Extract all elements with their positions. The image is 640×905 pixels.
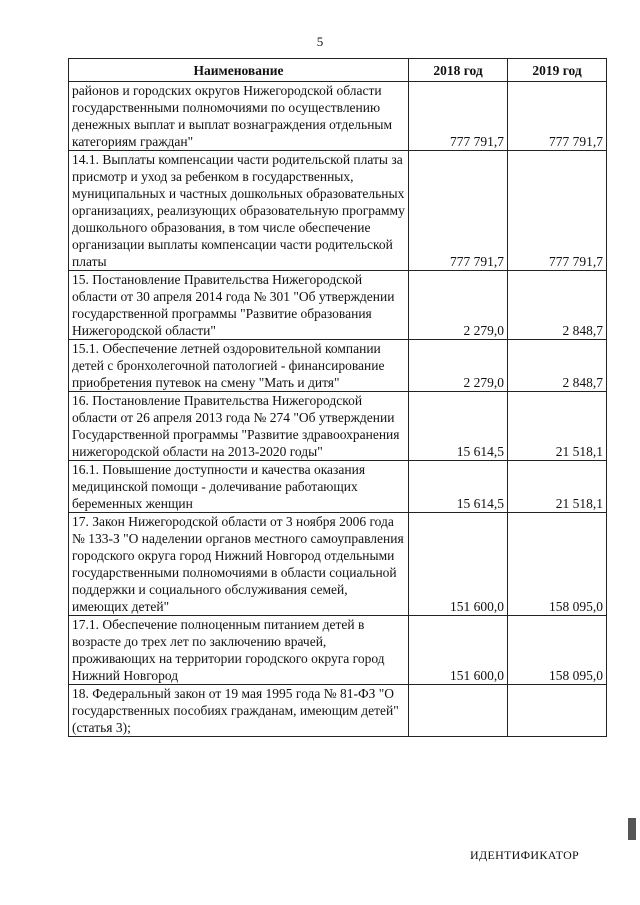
column-header-2018: 2018 год xyxy=(409,59,508,82)
row-value-2019: 21 518,1 xyxy=(508,461,607,513)
table-row xyxy=(69,82,607,151)
row-name: 14.1. Выплаты компенсации части родительской платы за присмотр и уход за ребенком в государственных, муниципальных и частных дошкольных образовательных организациях, реализующих образовательную программу дошкольного образования, в том числе обеспечение организации выплаты компенсации части родительской платы xyxy=(69,151,409,271)
row-value-2018: 2 279,0 xyxy=(409,271,508,340)
table-row xyxy=(69,616,607,685)
row-value-2018: 777 791,7 xyxy=(409,82,508,151)
row-value-2018: 15 614,5 xyxy=(409,461,508,513)
document-identifier: ИДЕНТИФИКАТОР xyxy=(470,848,580,862)
table-row xyxy=(69,392,607,461)
table-row xyxy=(69,340,607,392)
row-name: 16. Постановление Правительства Нижегородской области от 26 апреля 2013 года № 274 "Об утверждении Государственной программы "Развитие здравоохранения нижегородской области на 2013-2020 годы" xyxy=(69,392,409,461)
row-value-2019 xyxy=(508,685,607,737)
row-value-2019: 158 095,0 xyxy=(508,616,607,685)
table-row xyxy=(69,685,607,737)
column-header-2019: 2019 год xyxy=(508,59,607,82)
row-value-2019: 158 095,0 xyxy=(508,513,607,616)
row-value-2019: 777 791,7 xyxy=(508,82,607,151)
row-value-2018: 2 279,0 xyxy=(409,340,508,392)
row-value-2019: 21 518,1 xyxy=(508,392,607,461)
row-name: 17. Закон Нижегородской области от 3 ноября 2006 года № 133-З "О наделении органов местного самоуправления городского округа город Нижний Новгород отдельными государственными полномочиями в области социальной поддержки и социального обслуживания семей, имеющих детей" xyxy=(69,513,409,616)
budget-table xyxy=(68,58,607,737)
scan-edge-mark xyxy=(628,818,636,840)
table-header xyxy=(69,59,607,82)
row-name: 18. Федеральный закон от 19 мая 1995 года № 81-ФЗ "О государственных пособиях гражданам, имеющим детей" (статья 3); xyxy=(69,685,409,737)
row-value-2018: 15 614,5 xyxy=(409,392,508,461)
row-value-2018: 151 600,0 xyxy=(409,513,508,616)
table-row xyxy=(69,461,607,513)
column-header-name: Наименование xyxy=(69,59,409,82)
row-value-2019: 777 791,7 xyxy=(508,151,607,271)
table-row xyxy=(69,513,607,616)
row-value-2018: 777 791,7 xyxy=(409,151,508,271)
row-name: 15.1. Обеспечение летней оздоровительной компании детей с бронхолегочной патологией - финансирование приобретения путевок на смену "Мать и дитя" xyxy=(69,340,409,392)
row-value-2019: 2 848,7 xyxy=(508,271,607,340)
row-name: районов и городских округов Нижегородской области государственными полномочиями по осуществлению денежных выплат и выплат вознаграждения отдельным категориям граждан" xyxy=(69,82,409,151)
row-value-2018: 151 600,0 xyxy=(409,616,508,685)
row-value-2018 xyxy=(409,685,508,737)
row-value-2019: 2 848,7 xyxy=(508,340,607,392)
page-number: 5 xyxy=(316,34,324,49)
table-row xyxy=(69,271,607,340)
row-name: 15. Постановление Правительства Нижегородской области от 30 апреля 2014 года № 301 "Об утверждении государственной программы "Развитие образования Нижегородской области" xyxy=(69,271,409,340)
header-row xyxy=(69,59,607,82)
row-name: 17.1. Обеспечение полноценным питанием детей в возрасте до трех лет по заключению врачей, проживающих на территории городского округа город Нижний Новгород xyxy=(69,616,409,685)
table-body xyxy=(69,82,607,737)
table-row xyxy=(69,151,607,271)
row-name: 16.1. Повышение доступности и качества оказания медицинской помощи - долечивание работающих беременных женщин xyxy=(69,461,409,513)
